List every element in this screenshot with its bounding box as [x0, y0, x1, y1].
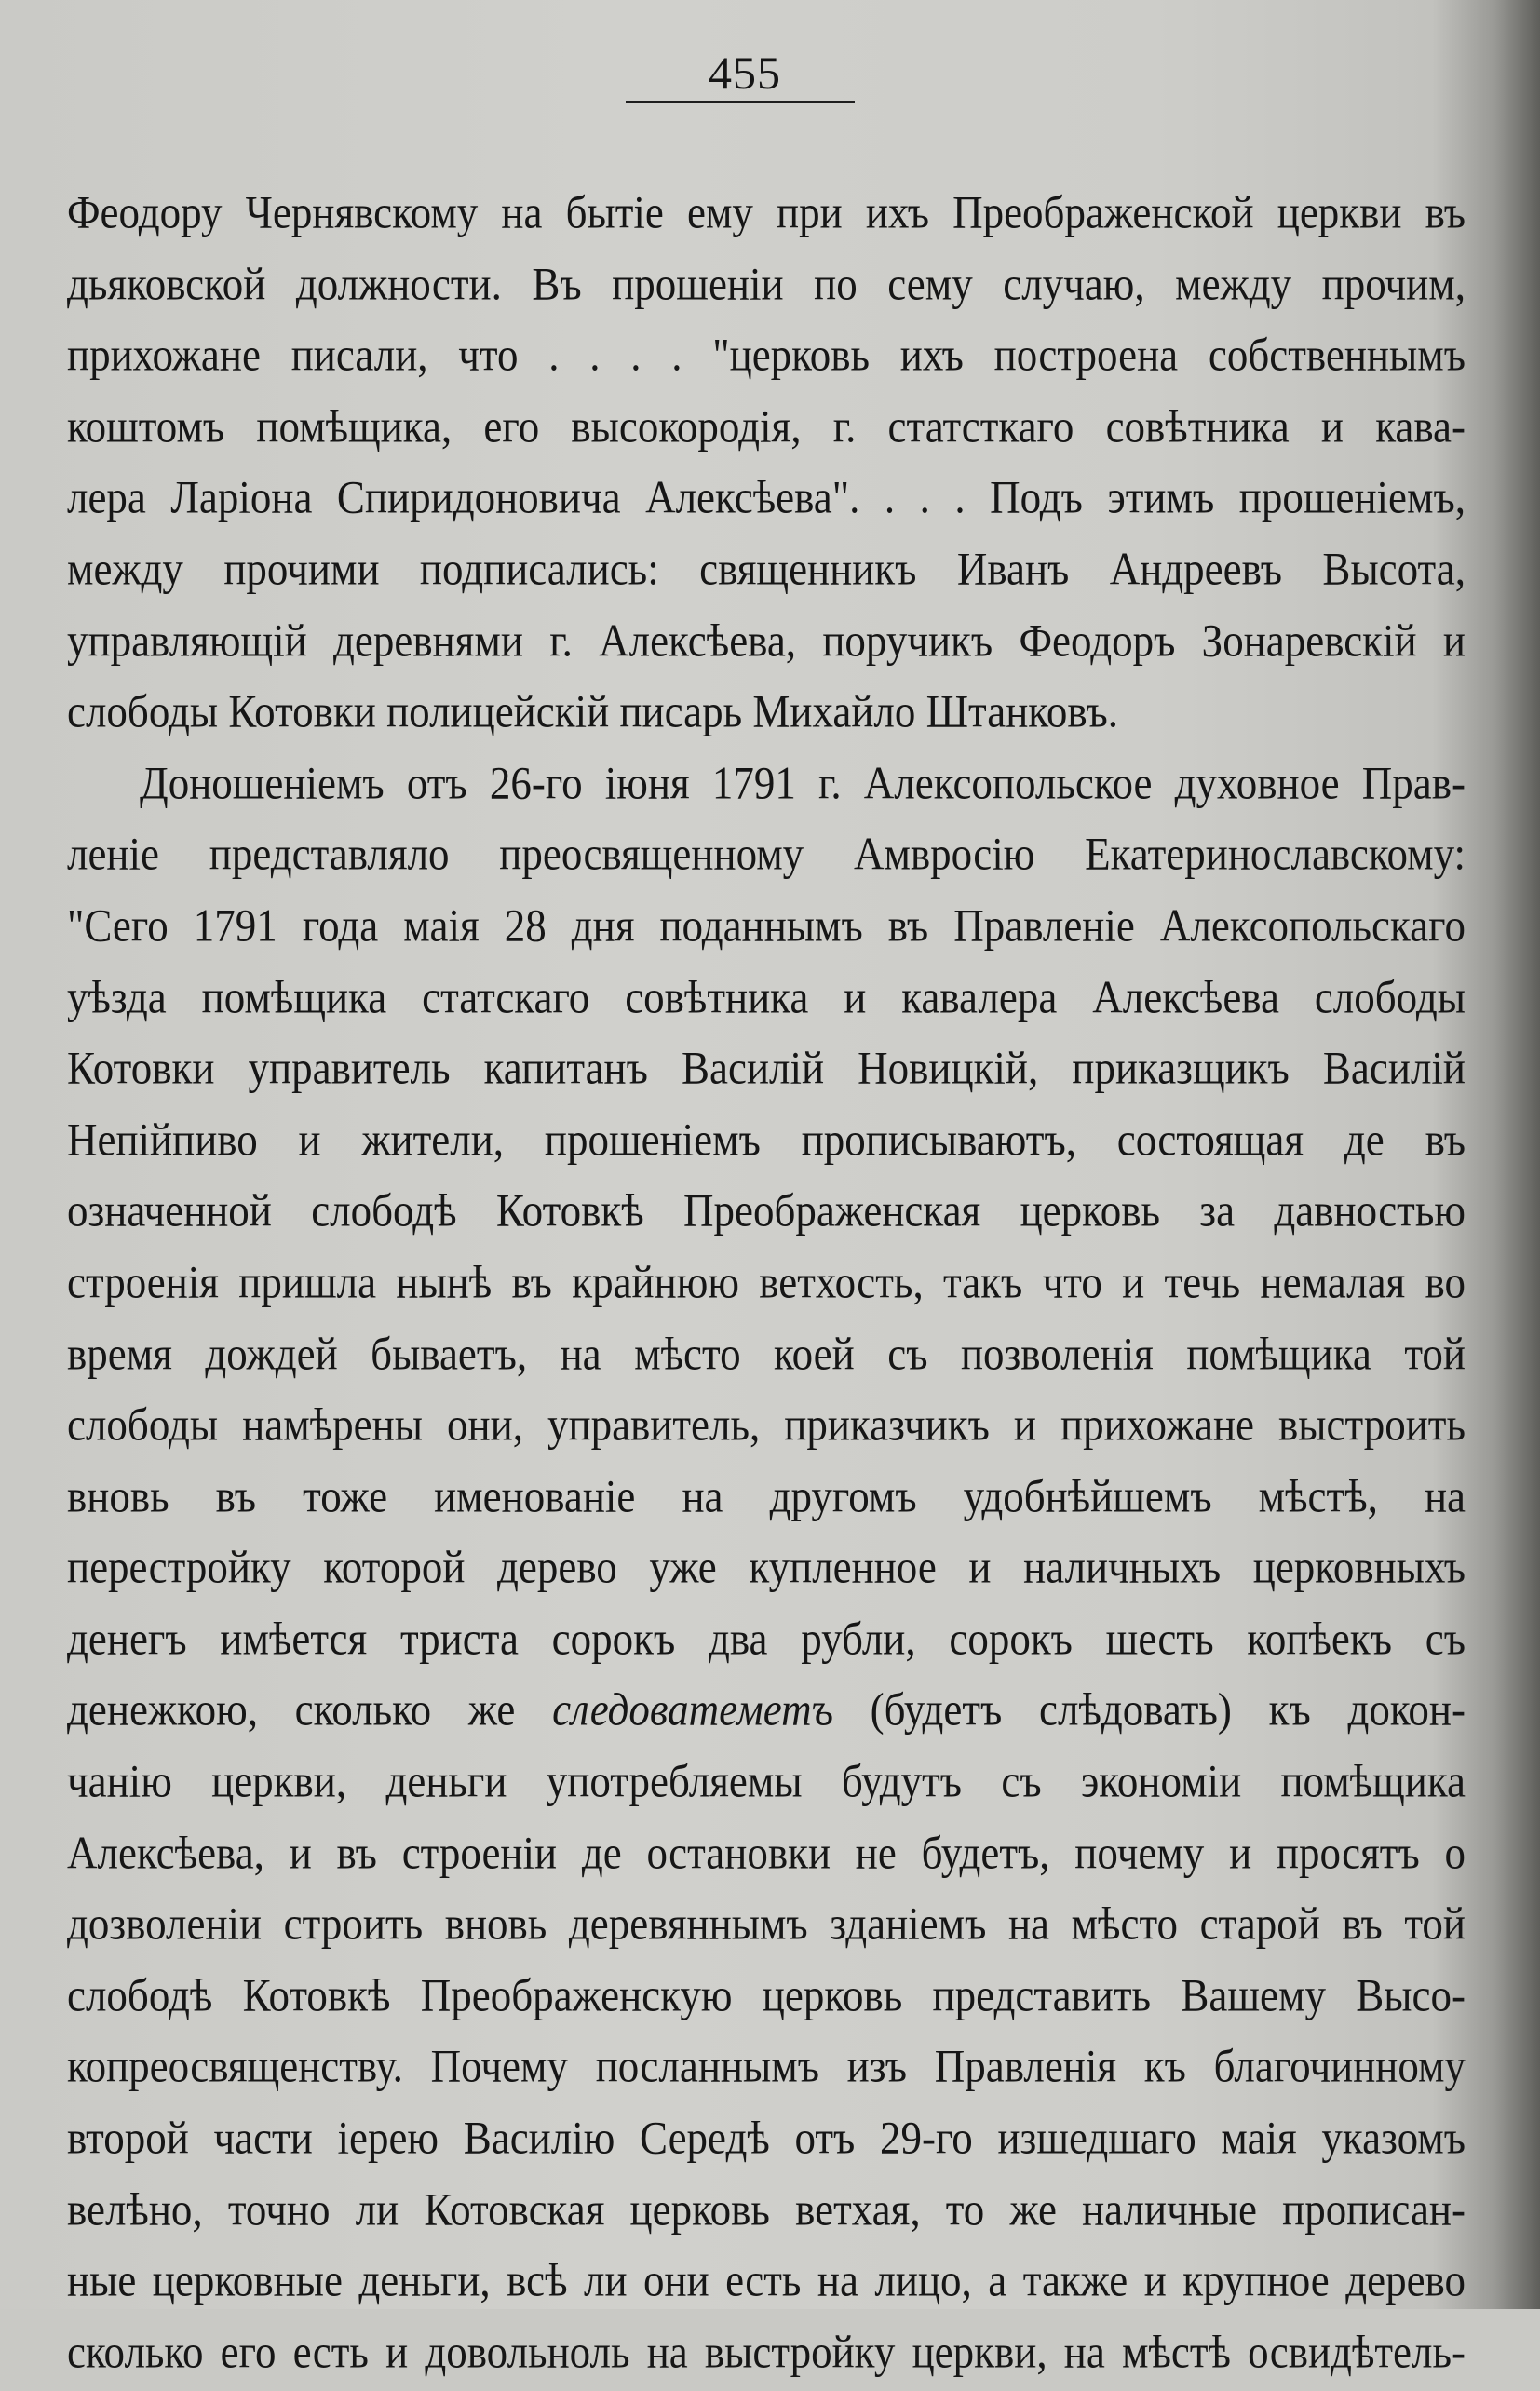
text-line: коштомъ помѣщика, его высокородія, г. статсткаго совѣтника и кава- — [67, 400, 1466, 453]
text-line: управляющій деревнями г. Алексѣева, поручикъ Феодоръ Зонаревскій и — [67, 615, 1466, 667]
text-line: сколько его есть и довольноль на выстройку церкви, на мѣстѣ освидѣтель- — [67, 2326, 1466, 2378]
page-text — [67, 177, 1466, 2387]
text-line: уѣзда помѣщика статскаго совѣтника и кавалера Алексѣева слободы — [67, 971, 1466, 1023]
text-line: строенія пришла нынѣ въ крайнюю ветхость, такъ что и течь немалая во — [67, 1256, 1466, 1308]
text-line: денегъ имѣется триста сорокъ два рубли, сорокъ шесть копѣекъ съ — [67, 1613, 1466, 1665]
text-line: дьяковской должности. Въ прошеніи по сему случаю, между прочим, — [67, 258, 1466, 310]
paragraph-2 — [67, 748, 1466, 2388]
text-line: лера Ларіона Спиридоновича Алексѣева". . . . Подъ этимъ прошеніемъ, — [67, 471, 1466, 523]
text-line: вновь въ тоже именованіе на другомъ удобнѣйшемъ мѣстѣ, на — [67, 1470, 1466, 1522]
text-line: Доношеніемъ отъ 26-го іюня 1791 г. Алексопольское духовное Прав- — [140, 757, 1466, 809]
text-line: Алексѣева, и въ строеніи де остановки не будетъ, почему и просятъ о — [67, 1827, 1466, 1879]
text-line: велѣно, точно ли Котовская церковь ветхая, то же наличные прописан- — [67, 2183, 1466, 2236]
text-line: ные церковные деньги, всѣ ли они есть на лицо, а также и крупное дерево — [67, 2254, 1466, 2306]
text-line: "Сего 1791 года маія 28 дня поданнымъ въ Правленіе Алексопольскаго — [67, 899, 1466, 952]
text-line: означенной слободѣ Котовкѣ Преображенская церковь за давностью — [67, 1184, 1466, 1236]
page-number-rule — [626, 101, 855, 103]
text-line: слободы Котовки полицейскій писарь Михайло Штанковъ. — [67, 685, 1119, 737]
text-line: перестройку которой дерево уже купленное и наличныхъ церковныхъ — [67, 1541, 1466, 1593]
text-line: Непійпиво и жители, прошеніемъ прописываютъ, состоящая де въ — [67, 1114, 1466, 1166]
text-line: Феодору Чернявскому на бытіе ему при ихъ Преображенской церкви въ — [67, 186, 1466, 238]
text-line: денежкою, сколько же следоватеметъ (будетъ слѣдовать) къ докон- — [67, 1683, 1466, 1736]
text-line: между прочими подписались: священникъ Иванъ Андреевъ Высота, — [67, 543, 1466, 595]
text-line: леніе представляло преосвященному Амвросію Екатеринославскому: — [67, 828, 1466, 880]
text-line: время дождей бываетъ, на мѣсто коей съ позволенія помѣщика той — [67, 1327, 1466, 1379]
text-line: копреосвященству. Почему посланнымъ изъ Правленія къ благочинному — [67, 2040, 1466, 2092]
text-line: второй части іерею Василію Середѣ отъ 29-го изшедшаго маія указомъ — [67, 2112, 1466, 2164]
text-line: дозволеніи строить вновь деревяннымъ зданіемъ на мѣсто старой въ той — [67, 1898, 1466, 1950]
page-number: 455 — [709, 47, 781, 99]
text-line: чанію церкви, деньги употребляемы будутъ съ экономіи помѣщика — [67, 1755, 1466, 1807]
text-line: прихожане писали, что . . . . "церковь ихъ построена собственнымъ — [67, 329, 1466, 381]
text-line: слободѣ Котовкѣ Преображенскую церковь представить Вашему Высо- — [67, 1969, 1466, 2021]
text-line: слободы намѣрены они, управитель, приказчикъ и прихожане выстроить — [67, 1398, 1466, 1451]
text-line: Котовки управитель капитанъ Василій Новицкій, приказщикъ Василій — [67, 1042, 1466, 1094]
paragraph-1 — [67, 177, 1466, 748]
